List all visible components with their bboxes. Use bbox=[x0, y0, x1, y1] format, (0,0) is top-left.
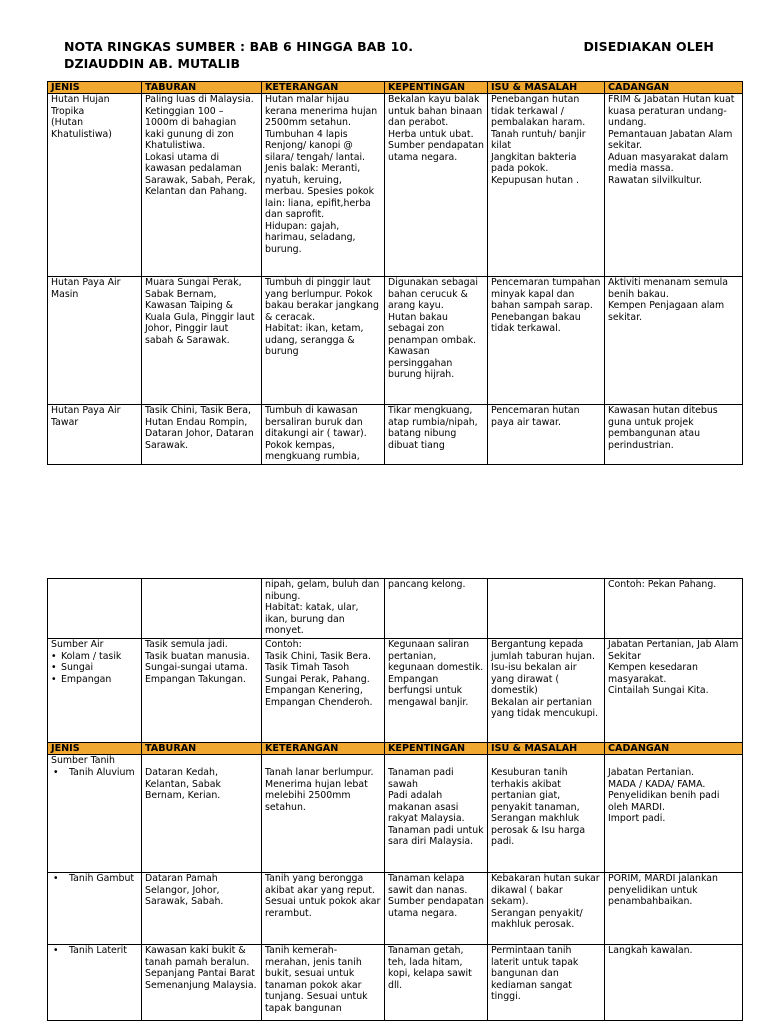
table-header-row bbox=[48, 82, 743, 94]
cell-text: Cintailah Sungai Kita. bbox=[608, 685, 709, 696]
cell-text: Contoh: Pekan Pahang. bbox=[608, 579, 717, 590]
cell-keterangan bbox=[262, 873, 385, 945]
cell-text: Penebangan hutan tidak terkawal / pembalakan haram. bbox=[491, 94, 586, 128]
cell-text: Muara Sungai Perak, Sabak Bernam, Kawasan Taiping & Kuala Gula, Pinggir laut Johor, Pinggir laut sabah & Sarawak. bbox=[145, 277, 255, 346]
table-row bbox=[48, 755, 743, 873]
document-header bbox=[64, 38, 714, 72]
cell-text: Pencemaran hutan paya air tawar. bbox=[491, 405, 580, 428]
cell-text: Tanih yang berongga akibat akar yang reput. bbox=[265, 873, 375, 896]
cell-text: Sungai-sungai utama. bbox=[145, 662, 248, 673]
cell-cadangan bbox=[605, 405, 743, 465]
cell-text: MADA / KADA/ FAMA. bbox=[608, 778, 706, 790]
cell-kepentingan bbox=[385, 405, 488, 465]
cell-isu bbox=[488, 873, 605, 945]
cell-jenis bbox=[48, 94, 142, 277]
cell-text: Tanaman padi untuk sara diri Malaysia. bbox=[388, 824, 484, 847]
cell-kepentingan bbox=[385, 94, 488, 277]
cell-cadangan bbox=[605, 277, 743, 405]
resource-table-part-2 bbox=[47, 578, 743, 1021]
cell-text: FRIM & Jabatan Hutan kuat kuasa peraturan undang-undang. bbox=[608, 94, 735, 128]
cell-text: Rawatan silvilkultur. bbox=[608, 174, 702, 186]
cell-isu bbox=[488, 639, 605, 743]
cell-text: Hutan Paya Air Masin bbox=[51, 277, 121, 300]
cell-text: Kempen kesedaran masyarakat. bbox=[608, 662, 698, 685]
cell-taburan bbox=[142, 579, 262, 639]
col-header-cadangan: CADANGAN bbox=[605, 82, 743, 94]
cell-text: Tanaman getah, teh, lada hitam, kopi, kelapa sawit dll. bbox=[388, 945, 472, 991]
cell-text: Tasik Chini, Tasik Bera. bbox=[265, 650, 372, 662]
cell-text: Bergantung kepada jumlah taburan hujan. bbox=[491, 639, 595, 662]
cell-text: Serangan penyakit/ makhluk perosak. bbox=[491, 907, 583, 930]
cell-text: Tumbuh di kawasan bersaliran buruk dan ditakungi air ( tawar). bbox=[265, 405, 367, 439]
cell-jenis bbox=[48, 277, 142, 405]
cell-cadangan bbox=[605, 579, 743, 639]
cell-text: Habitat: ikan, ketam, udang, serangga & burung bbox=[265, 323, 364, 357]
cell-text: Kawasan kaki bukit & tanah pamah beralun. bbox=[145, 945, 250, 968]
cell-text: Hutan malar hijau kerana menerima hujan 2500mm setahun. Tumbuhan 4 lapis bbox=[265, 94, 378, 140]
cell-text: Tanah runtuh/ banjir kilat bbox=[491, 128, 586, 151]
col-header-repeat: ISU & MASALAH bbox=[488, 743, 605, 755]
cell-text: Digunakan sebagai bahan cerucuk & arang kayu. bbox=[388, 277, 478, 311]
col-header-repeat: JENIS bbox=[48, 743, 142, 755]
table-row bbox=[48, 873, 743, 945]
cell-text: Jenis balak: Meranti, nyatuh, keruing, merbau. Spesies pokok lain: liana, epifit,herba dan saprofit. bbox=[265, 163, 375, 220]
cell-text: Paling luas di Malaysia. Ketinggian 100 – 1000m di bahagian kaki gunung di zon Khatulistiwa. bbox=[145, 94, 254, 151]
col-header-kepentingan: KEPENTINGAN bbox=[385, 82, 488, 94]
col-header-repeat: CADANGAN bbox=[605, 743, 743, 755]
cell-text: Sumber pendapatan utama negara. bbox=[388, 140, 484, 163]
cell-text: Dataran Pamah Selangor, Johor, Sarawak, Sabah. bbox=[145, 873, 224, 907]
cell-text: Jangkitan bakteria pada pokok. bbox=[491, 151, 577, 174]
cell-text: Sepanjang Pantai Barat Semenanjung Malaysia. bbox=[145, 968, 257, 991]
cell-text: Bekalan air pertanian yang tidak mencukupi. bbox=[491, 696, 599, 719]
soil-type-name: • Tanih Gambut bbox=[51, 873, 138, 885]
cell-text: Sesuai untuk pokok akar rerambut. bbox=[265, 896, 381, 919]
table-row bbox=[48, 945, 743, 1021]
cell-text: Kempen Penjagaan alam sekitar. bbox=[608, 300, 725, 323]
cell-text: Aktiviti menanam semula benih bakau. bbox=[608, 277, 728, 300]
table-row bbox=[48, 743, 743, 755]
cell-isu bbox=[488, 755, 605, 873]
cell-text: Tasik buatan manusia. bbox=[145, 650, 250, 662]
cell-text: pancang kelong. bbox=[388, 579, 466, 590]
document-title: NOTA RINGKAS SUMBER : BAB 6 HINGGA BAB 10. bbox=[64, 39, 414, 54]
cell-taburan bbox=[142, 755, 262, 873]
cell-text: Pokok kempas, mengkuang rumbia, bbox=[265, 439, 360, 462]
cell-text: Tumbuh di pinggir laut yang berlumpur. Pokok bakau berakar jangkang & ceracak. bbox=[265, 277, 379, 323]
cell-text: Permintaan tanih laterit untuk tapak bangunan dan kediaman sangat tinggi. bbox=[491, 945, 579, 1002]
cell-text: Pemantauan Jabatan Alam sekitar. bbox=[608, 128, 733, 151]
cell-text: Import padi. bbox=[608, 813, 666, 824]
cell-kepentingan bbox=[385, 579, 488, 639]
col-header-taburan: TABURAN bbox=[142, 82, 262, 94]
cell-kepentingan bbox=[385, 873, 488, 945]
cell-text: Dataran Kedah, Kelantan, Sabak Bernam, Kerian. bbox=[145, 767, 221, 801]
cell-cadangan bbox=[605, 639, 743, 743]
soil-type-name: • Tanih Aluvium bbox=[51, 767, 138, 779]
cell-text: Kesuburan tanih terhakis akibat pertanian giat, penyakit tanaman, Serangan makhluk perosak & Isu harga padi. bbox=[491, 767, 586, 847]
cell-text: Hutan Paya Air Tawar bbox=[51, 405, 121, 428]
cell-text: Sumber Air bbox=[51, 639, 104, 650]
cell-cadangan bbox=[605, 873, 743, 945]
table-row bbox=[48, 277, 743, 405]
cell-text: Penyelidikan benih padi oleh MARDI. bbox=[608, 790, 720, 813]
cell-keterangan bbox=[262, 405, 385, 465]
cell-keterangan bbox=[262, 579, 385, 639]
list-item: • Empangan bbox=[51, 674, 138, 686]
cell-text: Tasik Chini, Tasik Bera, Hutan Endau Rompin, Dataran Johor, Dataran Sarawak. bbox=[145, 405, 254, 451]
water-source-list bbox=[51, 651, 138, 686]
cell-text: Tikar mengkuang, atap rumbia/nipah, batang nibung dibuat tiang bbox=[388, 405, 478, 451]
cell-text: Bekalan kayu balak untuk bahan binaan dan perabot. bbox=[388, 94, 483, 128]
cell-text: Tanih kemerah-merahan, jenis tanih bukit, sesuai untuk tanaman pokok akar tunjang. Sesuai untuk tapak bangunan bbox=[265, 945, 368, 1014]
cell-text: Langkah kawalan. bbox=[608, 945, 693, 956]
cell-text: Tanah lanar berlumpur. Menerima hujan lebat melebihi 2500mm setahun. bbox=[265, 767, 374, 813]
cell-taburan bbox=[142, 405, 262, 465]
cell-cadangan bbox=[605, 945, 743, 1021]
cell-text: nipah, gelam, buluh dan nibung. bbox=[265, 579, 380, 602]
cell-cadangan bbox=[605, 755, 743, 873]
cell-jenis bbox=[48, 945, 142, 1021]
cell-text: Lokasi utama di kawasan pedalaman Sarawak, Sabah, Perak, Kelantan dan Pahang. bbox=[145, 151, 256, 197]
list-item: • Kolam / tasik bbox=[51, 651, 138, 663]
cell-text: Jabatan Pertanian, Jab Alam Sekitar bbox=[608, 639, 739, 662]
cell-text: Sumber pendapatan utama negara. bbox=[388, 896, 484, 919]
cell-text: Renjong/ kanopi @ silara/ tengah/ lantai. bbox=[265, 140, 366, 163]
cell-text: PORIM, MARDI jalankan penyelidikan untuk penambahbaikan. bbox=[608, 873, 718, 907]
cell-text: Pencemaran tumpahan minyak kapal dan bahan sampah sarap. bbox=[491, 277, 601, 311]
cell-isu bbox=[488, 94, 605, 277]
table-row bbox=[48, 94, 743, 277]
cell-keterangan bbox=[262, 945, 385, 1021]
cell-kepentingan bbox=[385, 945, 488, 1021]
table-row bbox=[48, 579, 743, 639]
cell-text: (Hutan Khatulistiwa) bbox=[51, 117, 112, 140]
cell-jenis bbox=[48, 639, 142, 743]
cell-taburan bbox=[142, 94, 262, 277]
col-header-repeat: KEPENTINGAN bbox=[385, 743, 488, 755]
col-header-repeat: TABURAN bbox=[142, 743, 262, 755]
cell-jenis bbox=[48, 405, 142, 465]
table-row bbox=[48, 405, 743, 465]
cell-text: Herba untuk ubat. bbox=[388, 128, 474, 140]
cell-kepentingan bbox=[385, 755, 488, 873]
cell-text: Kawasan persinggahan burung hijrah. bbox=[388, 346, 455, 380]
col-header-isu: ISU & MASALAH bbox=[488, 82, 605, 94]
cell-text: Empangan Kenering, Empangan Chenderoh. bbox=[265, 685, 373, 708]
cell-text: Empangan Takungan. bbox=[145, 673, 246, 685]
table-row bbox=[48, 639, 743, 743]
cell-text: Tasik Timah Tasoh Sungai Perak, Pahang. bbox=[265, 662, 370, 685]
col-header-jenis: JENIS bbox=[48, 82, 142, 94]
col-header-repeat: KETERANGAN bbox=[262, 743, 385, 755]
cell-cadangan bbox=[605, 94, 743, 277]
cell-text: Kebakaran hutan sukar dikawal ( bakar sekam). bbox=[491, 873, 600, 907]
prepared-by-label: DISEDIAKAN OLEH bbox=[583, 39, 714, 54]
cell-text: Isu-isu bekalan air yang dirawat ( domestik) bbox=[491, 662, 577, 696]
cell-text: Empangan berfungsi untuk mengawal banjir. bbox=[388, 673, 469, 708]
list-item: • Sungai bbox=[51, 662, 138, 674]
cell-keterangan bbox=[262, 755, 385, 873]
cell-text: Tanaman kelapa sawit dan nanas. bbox=[388, 873, 468, 896]
cell-keterangan bbox=[262, 277, 385, 405]
cell-text: Tasik semula jadi. bbox=[145, 639, 228, 650]
cell-text: Padi adalah makanan asasi rakyat Malaysia. bbox=[388, 790, 465, 824]
cell-text: Tanaman padi sawah bbox=[388, 767, 454, 790]
cell-text: Kawasan hutan ditebus guna untuk projek pembangunan atau perindustrian. bbox=[608, 405, 718, 451]
cell-text: Penebangan bakau tidak terkawal. bbox=[491, 311, 581, 334]
cell-keterangan bbox=[262, 94, 385, 277]
cell-taburan bbox=[142, 945, 262, 1021]
cell-taburan bbox=[142, 639, 262, 743]
cell-text: Kepupusan hutan . bbox=[491, 174, 579, 186]
cell-taburan bbox=[142, 873, 262, 945]
cell-text: Habitat: katak, ular, ikan, burung dan monyet. bbox=[265, 602, 359, 636]
cell-isu bbox=[488, 405, 605, 465]
col-header-keterangan: KETERANGAN bbox=[262, 82, 385, 94]
cell-text: Aduan masyarakat dalam media massa. bbox=[608, 151, 729, 174]
cell-taburan bbox=[142, 277, 262, 405]
cell-isu bbox=[488, 277, 605, 405]
cell-kepentingan bbox=[385, 277, 488, 405]
cell-text: Jabatan Pertanian. bbox=[608, 767, 695, 778]
cell-text: Contoh: bbox=[265, 639, 302, 650]
cell-isu bbox=[488, 579, 605, 639]
cell-jenis bbox=[48, 873, 142, 945]
cell-kepentingan bbox=[385, 639, 488, 743]
cell-text: Hidupan: gajah, harimau, seladang, burung. bbox=[265, 220, 356, 255]
cell-jenis bbox=[48, 755, 142, 873]
author-name: DZIAUDDIN AB. MUTALIB bbox=[64, 56, 241, 71]
cell-text: Kegunaan saliran pertanian, kegunaan domestik. bbox=[388, 639, 484, 673]
soil-type-name: • Tanih Laterit bbox=[51, 945, 138, 957]
cell-text: Hutan bakau sebagai zon penampan ombak. bbox=[388, 311, 477, 346]
cell-text: Hutan Hujan Tropika bbox=[51, 94, 110, 117]
resource-table-part-1 bbox=[47, 81, 743, 465]
cell-jenis bbox=[48, 579, 142, 639]
cell-isu bbox=[488, 945, 605, 1021]
cell-keterangan bbox=[262, 639, 385, 743]
cell-text: Sumber Tanih bbox=[51, 755, 115, 766]
